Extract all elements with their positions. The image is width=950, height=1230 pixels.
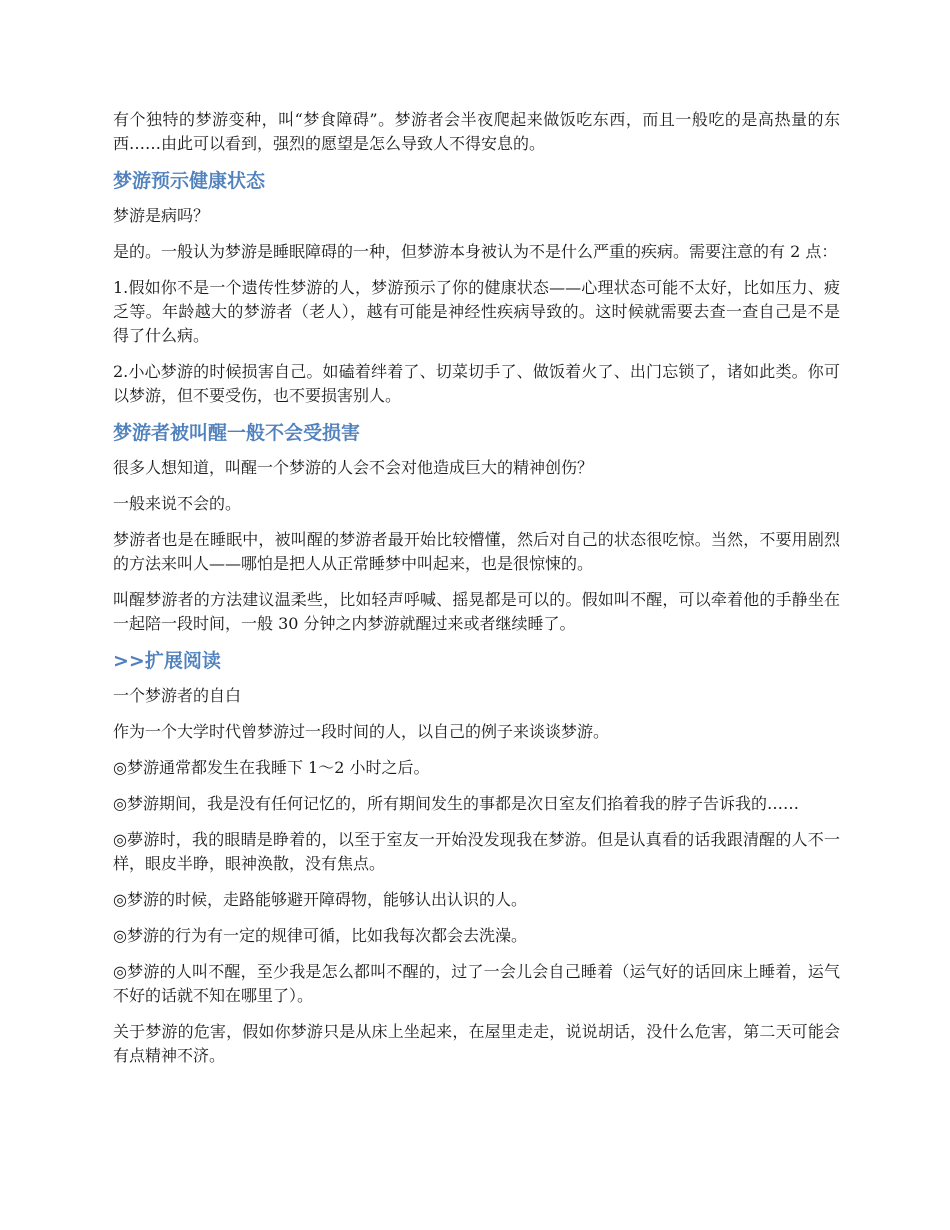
bullet-paragraph: ◎梦游的行为有一定的规律可循，比如我每次都会去洗澡。 xyxy=(113,926,527,945)
paragraph: 梦游者也是在睡眠中，被叫醒的梦游者最开始比较懵懂，然后对自己的状态很吃惊。当然，不要用剧烈的方法来叫人——哪怕是把人从正常睡梦中叫起来，也是很惊悚的。 xyxy=(113,530,840,573)
paragraph: 作为一个大学时代曾梦游过一段时间的人，以自己的例子来谈谈梦游。 xyxy=(113,722,610,741)
paragraph: 1.假如你不是一个遗传性梦游的人，梦游预示了你的健康状态——心理状态可能不太好，比如压力、疲乏等。年龄越大的梦游者（老人），越有可能是神经性疾病导致的。这时候就需要去查一查自己是不是得了什么病。 xyxy=(113,278,840,345)
heading-wake-up: 梦游者被叫醒一般不会受损害 xyxy=(113,422,361,444)
paragraph: 一个梦游者的自白 xyxy=(113,686,242,705)
bullet-paragraph: ◎夢游时，我的眼睛是睁着的，以至于室友一开始没发现我在梦游。但是认真看的话我跟清醒的人不一样，眼皮半睁，眼神涣散，没有焦点。 xyxy=(113,830,840,873)
heading-extended-reading: >>扩展阅读 xyxy=(113,650,221,672)
paragraph: 是的。一般认为梦游是睡眠障碍的一种，但梦游本身被认为不是什么严重的疾病。需要注意的有 2 点： xyxy=(113,242,838,261)
bullet-paragraph: ◎梦游的人叫不醒，至少我是怎么都叫不醒的，过了一会儿会自己睡着（运气好的话回床上睡着，运气不好的话就不知在哪里了）。 xyxy=(113,962,840,1005)
paragraph: 2.小心梦游的时候损害自己。如磕着绊着了、切菜切手了、做饭着火了、出门忘锁了，诸如此类。你可以梦游，但不要受伤，也不要损害别人。 xyxy=(113,362,840,405)
paragraph: 一般来说不会的。 xyxy=(113,494,242,513)
document-page xyxy=(113,108,840,1080)
paragraph: 关于梦游的危害，假如你梦游只是从床上坐起来，在屋里走走，说说胡话，没什么危害，第二天可能会有点精神不济。 xyxy=(113,1022,840,1065)
heading-health-status: 梦游预示健康状态 xyxy=(113,170,266,192)
paragraph: 很多人想知道，叫醒一个梦游的人会不会对他造成巨大的精神创伤？ xyxy=(113,458,594,477)
bullet-paragraph: ◎梦游通常都发生在我睡下 1～2 小时之后。 xyxy=(113,758,430,777)
bullet-paragraph: ◎梦游的时候，走路能够避开障碍物，能够认出认识的人。 xyxy=(113,890,527,909)
bullet-paragraph: ◎梦游期间，我是没有任何记忆的，所有期间发生的事都是次日室友们掐着我的脖子告诉我的…… xyxy=(113,794,799,813)
paragraph: 叫醒梦游者的方法建议温柔些，比如轻声呼喊、摇晃都是可以的。假如叫不醒，可以牵着他的手静坐在一起陪一段时间，一般 30 分钟之内梦游就醒过来或者继续睡了。 xyxy=(113,590,840,633)
intro-paragraph: 有个独特的梦游变种，叫“梦食障碍”。梦游者会半夜爬起来做饭吃东西，而且一般吃的是高热量的东西……由此可以看到，强烈的愿望是怎么导致人不得安息的。 xyxy=(113,110,840,153)
paragraph: 梦游是病吗？ xyxy=(113,206,210,225)
